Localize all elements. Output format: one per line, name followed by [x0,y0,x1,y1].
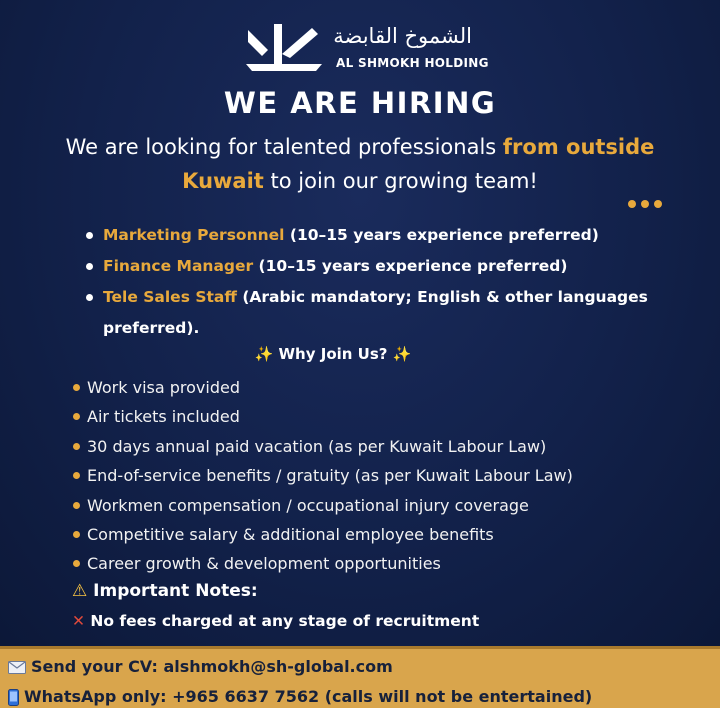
company-name-english: AL SHMOKH HOLDING [336,56,489,70]
page-title: WE ARE HIRING [223,86,497,120]
why-join-heading [0,345,666,363]
benefit-item: Work visa provided [73,373,693,402]
al-shmokh-logo-mark-icon [246,24,322,72]
role-item [86,251,686,282]
envelope-icon [8,661,26,674]
sparkles-icon: ✨ [254,345,274,363]
role-name: Marketing Personnel [103,226,285,244]
contact-footer [0,646,720,708]
mobile-phone-icon [8,689,19,706]
role-detail: (10–15 years experience preferred) [284,226,599,244]
benefit-item: Career growth & development opportunities [73,549,693,578]
no-fees-text: No fees charged at any stage of recruitment [90,612,480,630]
no-fees-note [72,612,479,630]
open-roles-list [86,220,686,344]
benefit-item: End-of-service benefits / gratuity (as per Kuwait Labour Law) [73,461,693,490]
important-notes-heading [72,581,258,601]
intro-part-2: to join our growing team! [263,169,538,193]
important-notes-title: Important Notes: [93,581,258,601]
cross-mark-icon: ✕ [72,612,85,630]
company-name-arabic: الشموخ القابضة [333,24,472,48]
email-line[interactable]: Send your CV: alshmokh@sh-global.com [31,657,393,676]
email-contact [8,657,393,676]
sparkles-icon: ✨ [392,345,412,363]
intro-part-1: We are looking for talented professionals [65,135,503,159]
intro-highlight: from outside Kuwait [182,135,655,193]
why-join-label: Why Join Us? [278,345,388,363]
benefit-item: 30 days annual paid vacation (as per Kuwait Labour Law) [73,432,693,461]
role-item [86,220,686,251]
role-name: Tele Sales Staff [103,288,237,306]
intro-text [40,130,680,198]
role-item [86,282,686,344]
benefit-item: Workmen compensation / occupational injury coverage [73,491,693,520]
role-name: Finance Manager [103,257,254,275]
benefit-item: Air tickets included [73,402,693,431]
whatsapp-line[interactable]: WhatsApp only: +965 6637 7562 (calls will not be entertained) [24,687,593,706]
ellipsis-dots-icon [628,193,668,205]
company-logo [246,22,489,74]
benefits-list [73,373,693,579]
whatsapp-contact [8,687,592,706]
role-detail: (10–15 years experience preferred) [253,257,568,275]
role-detail: (Arabic mandatory; English & other languages preferred). [103,288,648,337]
benefit-item: Competitive salary & additional employee benefits [73,520,693,549]
warning-icon: ⚠ [72,581,88,601]
